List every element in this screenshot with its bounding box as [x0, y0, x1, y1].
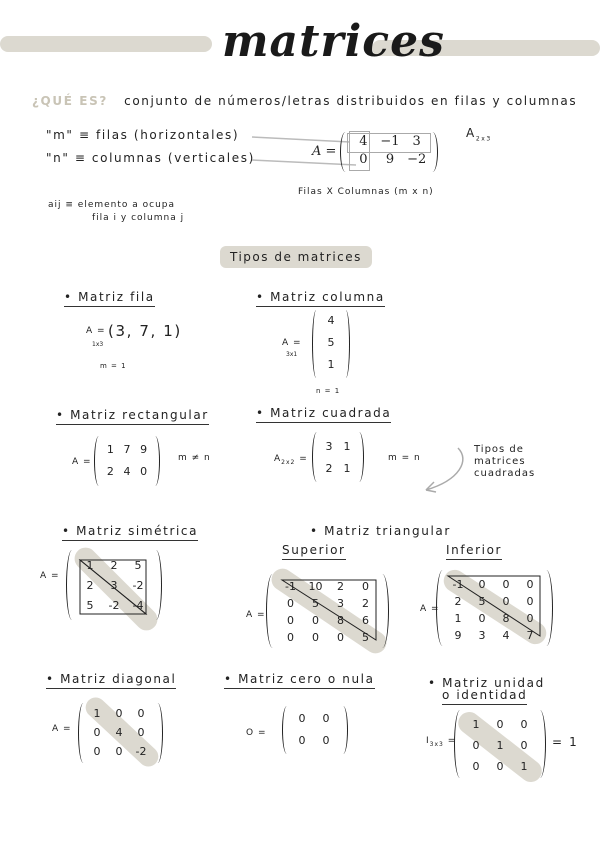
- matrix-cell: 4: [502, 629, 510, 642]
- matrix-cell: 8: [337, 614, 344, 627]
- page-title: matrices: [222, 16, 445, 67]
- cuadrada-title-text: • Matriz cuadrada: [256, 406, 391, 423]
- matrix-cell: 0: [312, 614, 319, 627]
- example-caption: Filas X Columnas (m x n): [298, 187, 434, 197]
- columna-lhs: A =: [282, 338, 302, 348]
- superior-lhs: A =: [246, 610, 266, 620]
- matrix-cell: 5: [312, 597, 319, 610]
- matrix-cell: 5: [478, 595, 486, 608]
- matrix-cell: 9: [385, 152, 395, 167]
- matrix-cell: 0: [496, 760, 504, 773]
- matrix-cell: 0: [472, 739, 480, 752]
- fila-lhs: A =: [86, 326, 106, 336]
- superior-label-text: Superior: [282, 543, 346, 560]
- matrix-cell: 3: [412, 134, 421, 149]
- matrix-cell: 4: [123, 465, 131, 478]
- rows-definition: "m" ≡ filas (horizontales): [46, 128, 240, 142]
- unidad-matrix: [464, 714, 536, 777]
- unidad-lhs-i: I: [426, 736, 430, 746]
- matrix-cell: 10: [308, 580, 323, 593]
- matrix-cell: 1: [86, 559, 94, 572]
- diagonal-title-text: • Matriz diagonal: [46, 672, 176, 689]
- matrix-cell: 0: [496, 718, 504, 731]
- unidad-title-2-text: o identidad: [442, 688, 527, 705]
- que-es-text: conjunto de números/letras distribuidos en filas y columnas: [124, 94, 578, 108]
- diagonal-matrix: [86, 704, 152, 761]
- matrix-cell: 4: [115, 726, 123, 739]
- matrix-cell: -4: [132, 599, 144, 612]
- matrix-cell: 1: [343, 462, 351, 475]
- matrix-cell: 0: [520, 739, 528, 752]
- matrix-cell: 4: [327, 314, 335, 327]
- matrix-cell: -2: [135, 745, 147, 758]
- triangular-title: • Matriz triangular: [310, 524, 451, 538]
- cero-title: [224, 672, 375, 686]
- unidad-rhs: = 1: [552, 735, 579, 749]
- matrix-cell: 0: [287, 614, 294, 627]
- inferior-matrix: [446, 576, 542, 644]
- matrix-cell: 2: [106, 465, 114, 478]
- cuadrada-aside-2: matrices: [474, 456, 526, 467]
- matrix-cell: -1: [452, 578, 464, 591]
- matrix-cell: 3: [337, 597, 344, 610]
- matrix-cell: 0: [502, 595, 510, 608]
- matrix-cell: 0: [502, 578, 510, 591]
- inferior-label-text: Inferior: [446, 543, 502, 560]
- matrix-cell: 0: [520, 718, 528, 731]
- cuadrada-eq: =: [299, 454, 308, 464]
- unidad-lhs: [426, 736, 456, 748]
- cero-title-text: • Matriz cero o nula: [224, 672, 375, 689]
- matrix-cell: 5: [327, 336, 335, 349]
- fila-note: m = 1: [100, 362, 127, 370]
- unidad-title-2: [442, 688, 527, 702]
- unidad-paren-left: [454, 710, 464, 778]
- matrix-cell: 0: [287, 597, 294, 610]
- matrix-cell: 2: [362, 597, 369, 610]
- matrix-cell: 3: [325, 440, 333, 453]
- matrix-cell: 2: [454, 595, 462, 608]
- example-lhs: A =: [312, 144, 337, 159]
- unidad-eq: =: [447, 736, 457, 746]
- fila-sub: 1x3: [92, 341, 104, 348]
- matrix-cell: 5: [362, 631, 369, 644]
- matrix-cell: 2: [325, 462, 333, 475]
- matrix-cell: 0: [298, 734, 306, 747]
- cuadrada-sub: 2x2: [281, 458, 296, 466]
- rectangular-title-text: • Matriz rectangular: [56, 408, 209, 425]
- matrix-cell: -2: [108, 599, 120, 612]
- matrix-cell: 0: [526, 578, 534, 591]
- matrix-cell: 2: [110, 559, 118, 572]
- matrix-cell: 0: [312, 631, 319, 644]
- matrix-cell: 0: [322, 734, 330, 747]
- unidad-title-1: • Matriz unidad: [428, 676, 545, 690]
- matrix-cell: 0: [93, 726, 101, 739]
- matrix-cell: -1: [285, 580, 296, 593]
- cero-paren-left: [282, 706, 290, 754]
- matrix-cell: 4: [359, 134, 368, 149]
- cuadrada-aside-1: Tipos de: [474, 444, 524, 455]
- matrix-cell: 1: [93, 707, 101, 720]
- rectangular-lhs: A =: [72, 457, 92, 467]
- matrix-cell: 0: [472, 760, 480, 773]
- matrix-cell: 3: [478, 629, 486, 642]
- matrix-cell: 9: [454, 629, 462, 642]
- columna-note: n = 1: [316, 387, 341, 395]
- cero-matrix: [290, 708, 338, 752]
- fila-values: (3, 7, 1): [108, 322, 182, 340]
- matrix-cell: 0: [526, 595, 534, 608]
- matrix-cell: −1: [380, 134, 400, 149]
- matrix-cell: 0: [115, 707, 123, 720]
- example-size-label: A: [466, 126, 476, 140]
- matrix-cell: 0: [526, 612, 534, 625]
- matrix-cell: 2: [86, 579, 94, 592]
- matrix-cell: 0: [362, 580, 369, 593]
- cuadrada-note: m = n: [388, 453, 421, 463]
- cuadrada-lhs-a: A: [274, 454, 282, 464]
- aij-line-1: aij ≡ elemento a ocupa: [48, 200, 176, 210]
- cols-definition: "n" ≡ columnas (verticales): [46, 151, 255, 165]
- matrix-cell: 1: [343, 440, 351, 453]
- matrix-cell: 7: [526, 629, 534, 642]
- columna-title-text: • Matriz columna: [256, 290, 385, 307]
- rectangular-note: m ≠ n: [178, 453, 211, 463]
- matrix-cell: 0: [322, 712, 330, 725]
- unidad-sub: 3x3: [429, 740, 444, 748]
- matrix-cell: 0: [93, 745, 101, 758]
- matrix-cell: 5: [86, 599, 94, 612]
- matrix-cell: 6: [362, 614, 369, 627]
- matrix-cell: −2: [407, 152, 427, 167]
- diagonal-lhs: A =: [52, 724, 72, 734]
- matrix-cell: 0: [137, 707, 145, 720]
- tipos-pill: Tipos de matrices: [220, 246, 372, 268]
- que-es-label: ¿QUÉ ES?: [32, 94, 108, 108]
- matrix-cell: 1: [472, 718, 480, 731]
- matrix-cell: 0: [478, 612, 486, 625]
- cuadrada-aside-3: cuadradas: [474, 468, 536, 479]
- fila-title-text: • Matriz fila: [64, 290, 155, 307]
- matrix-cell: 1: [454, 612, 462, 625]
- matrix-cell: 0: [359, 152, 368, 167]
- matrix-cell: 0: [478, 578, 486, 591]
- simetrica-lhs: A =: [40, 571, 60, 581]
- matrix-cell: 1: [520, 760, 528, 773]
- inferior-lhs: A =: [420, 604, 440, 614]
- diagonal-title: [46, 672, 176, 686]
- matrix-cell: 0: [298, 712, 306, 725]
- matrix-cell: 3: [110, 579, 118, 592]
- matrix-cell: 1: [327, 358, 335, 371]
- matrix-cell: 0: [115, 745, 123, 758]
- matrix-cell: 0: [287, 631, 294, 644]
- matrix-cell: 1: [496, 739, 504, 752]
- matrix-cell: 2: [337, 580, 344, 593]
- matrix-cell: 0: [337, 631, 344, 644]
- matrix-cell: 8: [502, 612, 510, 625]
- matrix-cell: 1: [106, 443, 114, 456]
- columna-sub: 3x1: [286, 351, 298, 358]
- matrix-cell: 0: [137, 726, 145, 739]
- matrix-cell: 9: [140, 443, 148, 456]
- cero-lhs: O =: [246, 728, 267, 738]
- matrix-cell: -2: [132, 579, 144, 592]
- example-size-sub: 2x3: [475, 135, 492, 143]
- matrix-cell: 0: [140, 465, 148, 478]
- aij-line-2: fila i y columna j: [92, 213, 185, 223]
- matrix-cell: 5: [134, 559, 142, 572]
- matrix-cell: 7: [123, 443, 131, 456]
- simetrica-title-text: • Matriz simétrica: [62, 524, 198, 541]
